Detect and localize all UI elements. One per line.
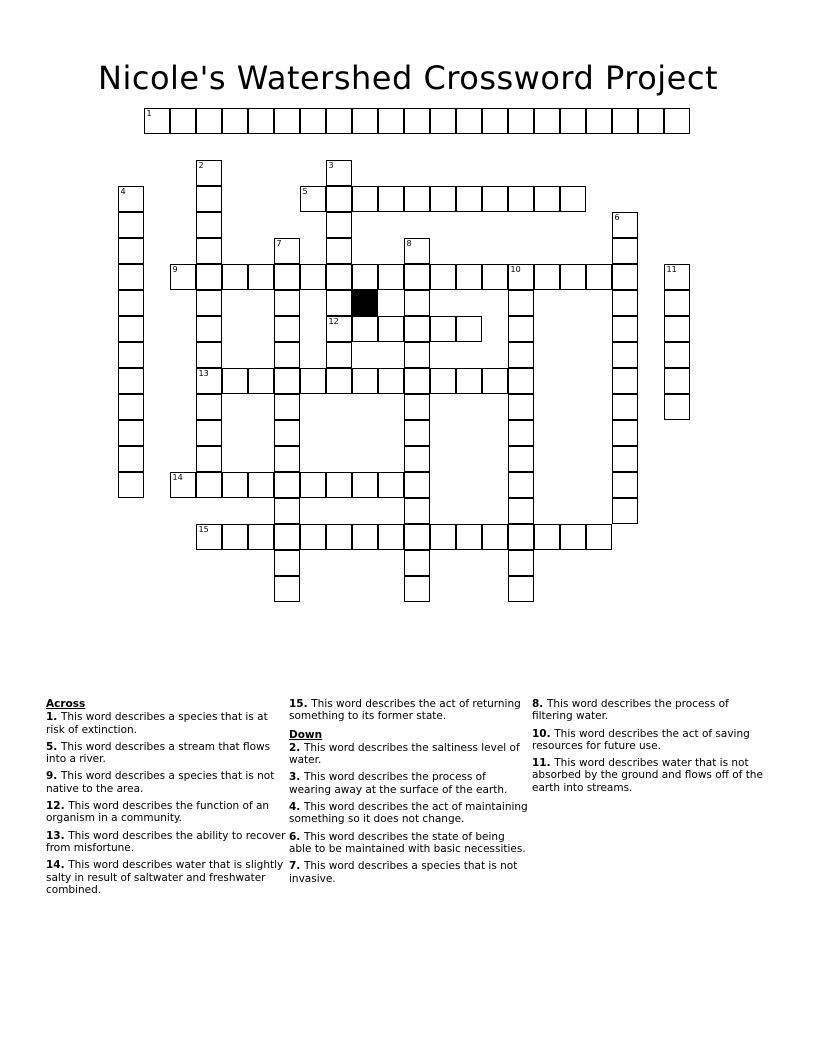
grid-cell[interactable]	[196, 394, 222, 420]
across-clue	[289, 698, 529, 723]
grid-cell[interactable]	[378, 316, 404, 342]
clue-number: 1.	[46, 711, 61, 724]
grid-cell[interactable]	[664, 394, 690, 420]
clue-text: This word describes the ability to recover from misfortune.	[46, 829, 286, 854]
grid-cell-number: 5	[302, 187, 308, 196]
grid-cell-number: 13	[198, 369, 209, 378]
clue-text: This word describes the saltiness level of water.	[289, 741, 520, 767]
grid-cell[interactable]	[196, 108, 222, 134]
grid-cell[interactable]	[326, 368, 352, 394]
grid-cell[interactable]	[326, 290, 352, 316]
grid-cell[interactable]	[378, 368, 404, 394]
grid-cell[interactable]	[196, 446, 222, 472]
clue-text: This word describes a species that is at risk of extinction.	[46, 711, 268, 736]
grid-cell[interactable]	[274, 394, 300, 420]
grid-cell[interactable]	[404, 186, 430, 212]
grid-cell-number: 7	[276, 239, 282, 248]
grid-cell[interactable]	[612, 498, 638, 524]
grid-cell[interactable]	[534, 186, 560, 212]
across-clue	[46, 741, 286, 766]
grid-cell[interactable]	[326, 316, 352, 342]
across-heading: Across	[46, 698, 86, 710]
grid-cell[interactable]	[196, 524, 222, 550]
grid-cell-number: 15	[198, 525, 209, 534]
grid-cell[interactable]	[586, 108, 612, 134]
grid-cell[interactable]	[586, 264, 612, 290]
grid-cell[interactable]	[196, 316, 222, 342]
across-clue	[46, 770, 286, 795]
grid-cell[interactable]	[118, 368, 144, 394]
down-clue	[289, 771, 529, 796]
grid-cell[interactable]	[404, 368, 430, 394]
grid-cell[interactable]	[482, 368, 508, 394]
grid-cell[interactable]	[326, 160, 352, 186]
grid-cell[interactable]	[664, 368, 690, 394]
grid-cell[interactable]	[456, 108, 482, 134]
grid-cell[interactable]	[248, 264, 274, 290]
grid-cell[interactable]	[456, 524, 482, 550]
grid-cell[interactable]	[378, 108, 404, 134]
grid-cell[interactable]	[404, 108, 430, 134]
grid-cell[interactable]	[326, 524, 352, 550]
grid-cell[interactable]	[118, 212, 144, 238]
grid-cell[interactable]	[404, 420, 430, 446]
grid-cell[interactable]	[222, 368, 248, 394]
grid-cell[interactable]	[196, 290, 222, 316]
grid-cell[interactable]	[274, 238, 300, 264]
grid-cell[interactable]	[352, 186, 378, 212]
grid-cell[interactable]	[300, 472, 326, 498]
grid-cell[interactable]	[404, 394, 430, 420]
grid-cell[interactable]	[170, 472, 196, 498]
grid-cell-number: 8	[406, 239, 412, 248]
grid-cell[interactable]	[326, 108, 352, 134]
grid-cell[interactable]	[118, 394, 144, 420]
grid-cell[interactable]	[248, 368, 274, 394]
grid-cell[interactable]	[456, 316, 482, 342]
grid-cell[interactable]	[300, 186, 326, 212]
grid-cell[interactable]	[508, 550, 534, 576]
down-heading: Down	[289, 728, 323, 741]
down-clue	[289, 831, 529, 856]
grid-cell[interactable]	[430, 316, 456, 342]
grid-cell[interactable]	[274, 108, 300, 134]
grid-cell[interactable]	[378, 264, 404, 290]
grid-cell[interactable]	[196, 238, 222, 264]
grid-cell[interactable]	[534, 524, 560, 550]
grid-cell[interactable]	[404, 498, 430, 524]
grid-cell-number: 9	[172, 265, 178, 274]
grid-cell[interactable]	[404, 524, 430, 550]
grid-cell[interactable]	[274, 498, 300, 524]
grid-cell[interactable]	[196, 264, 222, 290]
grid-cell[interactable]	[508, 264, 534, 290]
grid-cell[interactable]	[326, 472, 352, 498]
grid-cell[interactable]	[508, 290, 534, 316]
grid-cell[interactable]	[534, 264, 560, 290]
grid-cell[interactable]	[612, 368, 638, 394]
grid-cell[interactable]	[612, 238, 638, 264]
grid-cell[interactable]	[274, 368, 300, 394]
across-clue	[46, 830, 286, 855]
clue-text: This word describes the act of saving resources for future use.	[532, 727, 750, 752]
grid-cell[interactable]	[586, 524, 612, 550]
grid-cell[interactable]	[560, 186, 586, 212]
grid-cell[interactable]	[144, 108, 170, 134]
grid-cell[interactable]	[300, 264, 326, 290]
grid-cell-number: 2	[198, 161, 204, 170]
grid-cell[interactable]	[508, 498, 534, 524]
grid-cell[interactable]	[222, 108, 248, 134]
grid-cell[interactable]	[378, 186, 404, 212]
clue-number: 6.	[289, 830, 304, 843]
grid-cell[interactable]	[508, 524, 534, 550]
grid-cell[interactable]	[482, 524, 508, 550]
clue-text: This word describes the function of an organism in a community.	[46, 800, 270, 825]
down-clue	[289, 860, 529, 885]
clues-column-2	[289, 698, 529, 890]
grid-block-cell	[352, 290, 378, 316]
clue-number: 5.	[46, 740, 61, 753]
grid-cell[interactable]	[248, 108, 274, 134]
grid-cell-number: 11	[666, 265, 677, 274]
grid-cell[interactable]	[612, 446, 638, 472]
clue-text: This word describes a species that is not invasive.	[289, 860, 518, 885]
grid-cell[interactable]	[222, 472, 248, 498]
grid-cell[interactable]	[404, 576, 430, 602]
grid-cell[interactable]	[508, 342, 534, 368]
clue-number: 10.	[532, 727, 555, 740]
grid-cell[interactable]	[560, 264, 586, 290]
grid-cell[interactable]	[430, 186, 456, 212]
grid-cell[interactable]	[274, 472, 300, 498]
clue-text: This word describes water that is not absorbed by the ground and flows off of the earth into streams.	[532, 757, 763, 794]
grid-cell[interactable]	[118, 238, 144, 264]
down-clue	[289, 742, 529, 767]
grid-cell[interactable]	[118, 186, 144, 212]
grid-cell[interactable]	[352, 108, 378, 134]
clue-text: This word describes the act of returning something to its former state.	[289, 698, 521, 723]
grid-cell[interactable]	[222, 524, 248, 550]
grid-cell[interactable]	[664, 108, 690, 134]
grid-cell[interactable]	[378, 472, 404, 498]
grid-cell-number: 10	[510, 265, 521, 274]
grid-cell[interactable]	[482, 186, 508, 212]
clue-number: 9.	[46, 770, 61, 783]
clue-number: 14.	[46, 859, 69, 872]
grid-cell[interactable]	[118, 342, 144, 368]
grid-cell[interactable]	[170, 264, 196, 290]
grid-cell[interactable]	[248, 524, 274, 550]
grid-cell-number: 1	[146, 109, 152, 118]
grid-cell[interactable]	[664, 316, 690, 342]
grid-cell[interactable]	[274, 290, 300, 316]
grid-cell[interactable]	[560, 108, 586, 134]
grid-cell[interactable]	[352, 368, 378, 394]
clue-number: 4.	[289, 801, 304, 814]
grid-cell[interactable]	[664, 342, 690, 368]
grid-cell[interactable]	[508, 420, 534, 446]
grid-cell[interactable]	[612, 108, 638, 134]
clue-text: This word describes a stream that flows into a river.	[46, 740, 271, 766]
grid-cell[interactable]	[612, 394, 638, 420]
grid-cell-number: 6	[614, 213, 620, 222]
grid-cell[interactable]	[378, 524, 404, 550]
grid-cell[interactable]	[118, 290, 144, 316]
grid-cell[interactable]	[404, 446, 430, 472]
grid-cell[interactable]	[508, 108, 534, 134]
grid-cell[interactable]	[196, 160, 222, 186]
grid-cell[interactable]	[196, 212, 222, 238]
clue-text: This word describes the process of wearing away at the surface of the earth.	[289, 771, 508, 796]
clue-number: 13.	[46, 829, 69, 842]
grid-cell[interactable]	[612, 420, 638, 446]
grid-cell[interactable]	[118, 316, 144, 342]
grid-cell[interactable]	[196, 420, 222, 446]
grid-cell[interactable]	[612, 472, 638, 498]
grid-cell-number: 12	[328, 317, 339, 326]
clue-text: This word describes a species that is not native to the area.	[46, 770, 275, 795]
grid-cell[interactable]	[274, 420, 300, 446]
grid-cell[interactable]	[612, 342, 638, 368]
grid-cell[interactable]	[274, 550, 300, 576]
grid-cell-number: 3	[328, 161, 334, 170]
across-clue	[46, 859, 286, 896]
clues-section	[46, 698, 770, 988]
clue-text: This word describes the state of being able to be maintained with basic necessities.	[289, 830, 526, 855]
grid-cell[interactable]	[404, 238, 430, 264]
down-clue	[289, 801, 529, 826]
clue-number: 12.	[46, 800, 69, 813]
grid-cell[interactable]	[508, 394, 534, 420]
grid-cell[interactable]	[196, 342, 222, 368]
grid-cell[interactable]	[456, 186, 482, 212]
grid-cell[interactable]	[118, 420, 144, 446]
clue-number: 2.	[289, 741, 304, 754]
grid-cell[interactable]	[196, 472, 222, 498]
grid-cell[interactable]	[170, 108, 196, 134]
grid-cell[interactable]	[482, 108, 508, 134]
grid-cell[interactable]	[508, 368, 534, 394]
grid-cell[interactable]	[118, 446, 144, 472]
across-clue	[46, 800, 286, 825]
grid-cell[interactable]	[404, 264, 430, 290]
grid-cell[interactable]	[404, 342, 430, 368]
grid-cell[interactable]	[118, 472, 144, 498]
grid-cell[interactable]	[612, 290, 638, 316]
grid-cell[interactable]	[404, 550, 430, 576]
grid-cell[interactable]	[274, 342, 300, 368]
grid-cell[interactable]	[612, 212, 638, 238]
grid-cell[interactable]	[456, 368, 482, 394]
clue-number: 3.	[289, 771, 304, 784]
grid-cell[interactable]	[508, 316, 534, 342]
clue-text: This word describes water that is slightly salty in result of saltwater and freshwater combined.	[46, 859, 284, 896]
grid-cell[interactable]	[534, 108, 560, 134]
grid-cell[interactable]	[196, 368, 222, 394]
clue-number: 8.	[532, 698, 547, 710]
grid-cell[interactable]	[430, 368, 456, 394]
clue-text: This word describes the process of filtering water.	[532, 698, 729, 723]
crossword-grid	[0, 104, 816, 664]
grid-cell[interactable]	[118, 264, 144, 290]
clues-column-3	[532, 698, 772, 799]
grid-cell[interactable]	[196, 186, 222, 212]
grid-cell[interactable]	[664, 290, 690, 316]
grid-cell[interactable]	[508, 472, 534, 498]
down-clue	[532, 728, 772, 753]
grid-cell[interactable]	[560, 524, 586, 550]
grid-cell[interactable]	[352, 316, 378, 342]
clue-number: 11.	[532, 757, 555, 770]
grid-cell[interactable]	[404, 472, 430, 498]
clues-column-1	[46, 698, 286, 901]
grid-cell[interactable]	[326, 342, 352, 368]
grid-cell[interactable]	[222, 264, 248, 290]
grid-cell[interactable]	[274, 524, 300, 550]
grid-cell[interactable]	[638, 108, 664, 134]
grid-cell[interactable]	[508, 446, 534, 472]
page-title: Nicole's Watershed Crossword Project	[98, 59, 718, 98]
grid-cell-number: 4	[120, 187, 126, 196]
grid-cell[interactable]	[274, 264, 300, 290]
grid-cell[interactable]	[248, 472, 274, 498]
grid-cell[interactable]	[430, 524, 456, 550]
clue-number: 15.	[289, 698, 312, 710]
grid-cell[interactable]	[300, 368, 326, 394]
grid-cell[interactable]	[508, 186, 534, 212]
grid-cell[interactable]	[326, 186, 352, 212]
grid-cell[interactable]	[482, 264, 508, 290]
grid-cell[interactable]	[430, 108, 456, 134]
clue-text: This word describes the act of maintaining something so it does not change.	[289, 801, 528, 826]
grid-cell[interactable]	[352, 472, 378, 498]
grid-cell[interactable]	[664, 264, 690, 290]
grid-cell[interactable]	[274, 576, 300, 602]
grid-cell[interactable]	[430, 264, 456, 290]
grid-cell-number: 14	[172, 473, 183, 482]
grid-cell[interactable]	[612, 264, 638, 290]
grid-cell[interactable]	[300, 524, 326, 550]
grid-cell[interactable]	[612, 316, 638, 342]
down-clue	[532, 698, 772, 723]
grid-cell[interactable]	[352, 264, 378, 290]
grid-cell[interactable]	[300, 108, 326, 134]
across-clue	[46, 711, 286, 736]
grid-cell[interactable]	[404, 316, 430, 342]
down-clue	[532, 757, 772, 794]
grid-cell[interactable]	[326, 238, 352, 264]
grid-cell[interactable]	[326, 264, 352, 290]
grid-cell[interactable]	[274, 316, 300, 342]
grid-cell[interactable]	[456, 264, 482, 290]
grid-cell[interactable]	[274, 446, 300, 472]
grid-cell[interactable]	[404, 290, 430, 316]
grid-cell[interactable]	[352, 524, 378, 550]
clue-number: 7.	[289, 860, 304, 873]
grid-cell[interactable]	[326, 212, 352, 238]
grid-cell[interactable]	[508, 576, 534, 602]
